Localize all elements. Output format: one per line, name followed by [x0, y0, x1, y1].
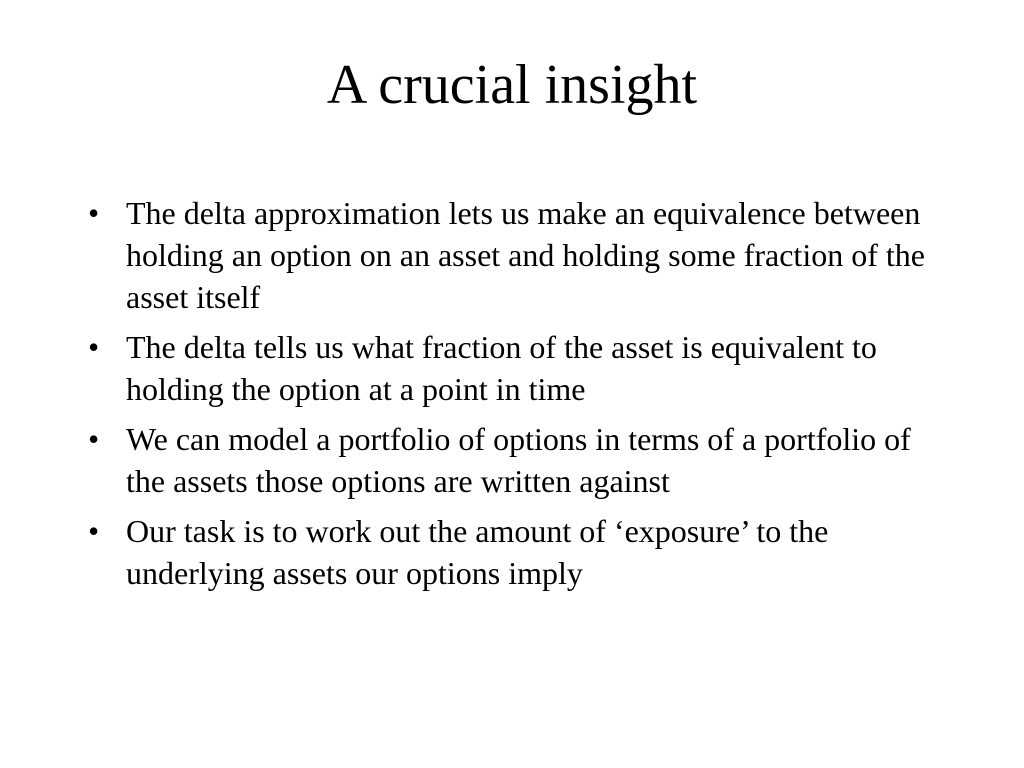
bullet-text: Our task is to work out the amount of ‘exposure’ to the underlying assets our options imply — [126, 513, 829, 591]
bullet-text: We can model a portfolio of options in terms of a portfolio of the assets those options are written against — [126, 421, 911, 499]
bullet-list — [88, 192, 948, 602]
bullet-icon: • — [88, 421, 100, 457]
bullet-item — [88, 510, 948, 594]
bullet-text: The delta approximation lets us make an equivalence between holding an option on an asset and holding some fraction of the asset itself — [126, 195, 925, 315]
bullet-icon: • — [88, 513, 100, 549]
bullet-item — [88, 326, 948, 410]
bullet-icon: • — [88, 329, 100, 365]
bullet-text: The delta tells us what fraction of the asset is equivalent to holding the option at a point in time — [126, 329, 877, 407]
bullet-item — [88, 418, 948, 502]
bullet-item — [88, 192, 948, 318]
bullet-icon: • — [88, 195, 100, 231]
slide-title: A crucial insight — [326, 54, 698, 116]
